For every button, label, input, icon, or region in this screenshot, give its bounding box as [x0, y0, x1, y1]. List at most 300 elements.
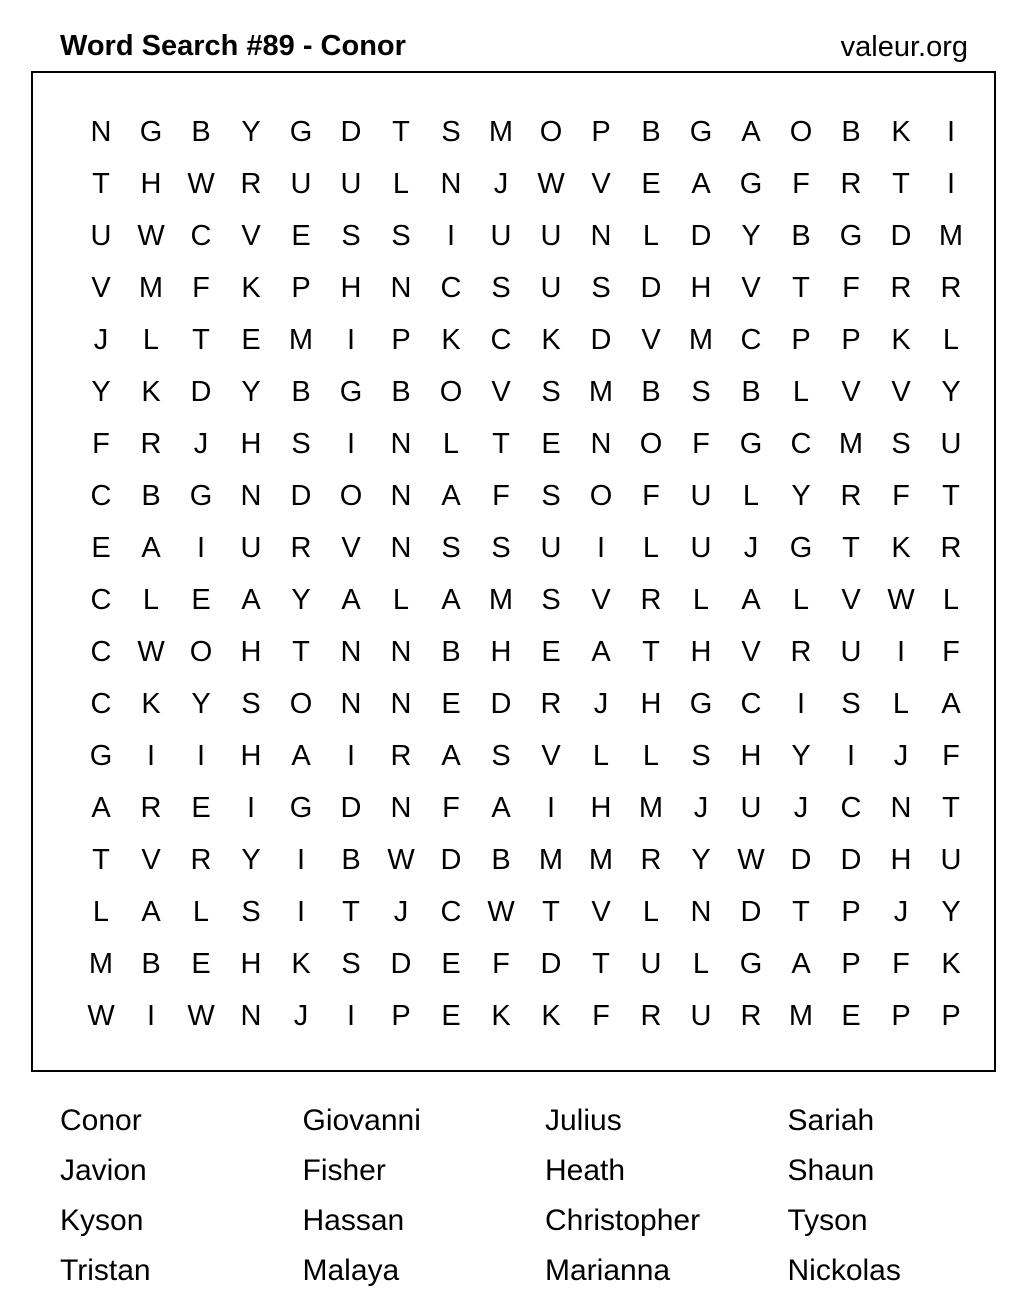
- grid-letter: K: [891, 324, 911, 356]
- grid-letter: T: [942, 480, 960, 512]
- grid-letter: Y: [241, 376, 261, 408]
- grid-letter: B: [191, 116, 211, 148]
- grid-letter: M: [788, 1000, 814, 1032]
- grid-letter: Y: [791, 740, 811, 772]
- grid-letter: B: [141, 948, 161, 980]
- grid-letter: B: [791, 220, 811, 252]
- grid-letter: U: [690, 1000, 712, 1032]
- grid-letter: N: [890, 792, 912, 824]
- word-list-item: Fisher: [302, 1154, 386, 1187]
- grid-letter: F: [892, 480, 910, 512]
- grid-letter: L: [942, 584, 960, 616]
- grid-letter: S: [591, 272, 611, 304]
- grid-letter: H: [490, 636, 512, 668]
- grid-letter: L: [592, 740, 610, 772]
- grid-letter: P: [591, 116, 611, 148]
- grid-letter: F: [442, 792, 460, 824]
- grid-letter: V: [541, 740, 561, 772]
- grid-letter: V: [641, 324, 661, 356]
- grid-letter: E: [541, 428, 561, 460]
- grid-letter: I: [796, 688, 806, 720]
- grid-letter: O: [539, 116, 563, 148]
- grid-letter: V: [591, 584, 611, 616]
- grid-letter: P: [391, 324, 411, 356]
- grid-letter: K: [941, 948, 961, 980]
- grid-letter: F: [942, 636, 960, 668]
- grid-letter: J: [893, 896, 909, 928]
- grid-letter: V: [91, 272, 111, 304]
- grid-letter: J: [193, 428, 209, 460]
- grid-letter: L: [692, 584, 710, 616]
- grid-letter: S: [291, 428, 311, 460]
- puzzle-board: [31, 71, 996, 1072]
- grid-letter: F: [892, 948, 910, 980]
- grid-letter: T: [892, 168, 910, 200]
- grid-letter: R: [640, 1000, 662, 1032]
- grid-letter: I: [346, 428, 356, 460]
- grid-letter: A: [691, 168, 711, 200]
- grid-letter: J: [693, 792, 709, 824]
- grid-letter: R: [190, 844, 212, 876]
- grid-letter: R: [940, 272, 962, 304]
- grid-letter: F: [192, 272, 210, 304]
- grid-letter: E: [441, 1000, 461, 1032]
- grid-letter: G: [739, 428, 763, 460]
- grid-letter: C: [440, 272, 462, 304]
- grid-letter: W: [887, 584, 915, 616]
- grid-letter: I: [846, 740, 856, 772]
- grid-letter: O: [639, 428, 663, 460]
- grid-letter: T: [192, 324, 210, 356]
- grid-letter: T: [392, 116, 410, 148]
- grid-letter: S: [441, 532, 461, 564]
- grid-letter: R: [940, 532, 962, 564]
- grid-letter: G: [689, 688, 713, 720]
- grid-letter: A: [491, 792, 511, 824]
- grid-letter: I: [196, 532, 206, 564]
- grid-letter: G: [289, 792, 313, 824]
- grid-letter: U: [240, 532, 262, 564]
- word-list-item: Sariah: [787, 1104, 875, 1137]
- grid-letter: S: [491, 272, 511, 304]
- grid-letter: L: [442, 428, 460, 460]
- grid-letter: G: [689, 116, 713, 148]
- grid-letter: M: [588, 844, 614, 876]
- grid-letter: D: [690, 220, 712, 252]
- grid-letter: A: [941, 688, 961, 720]
- grid-letter: K: [541, 1000, 561, 1032]
- grid-letter: F: [692, 428, 710, 460]
- grid-letter: S: [541, 480, 561, 512]
- grid-letter: A: [441, 584, 461, 616]
- grid-letter: N: [390, 792, 412, 824]
- grid-letter: O: [589, 480, 613, 512]
- grid-letter: N: [390, 428, 412, 460]
- grid-letter: M: [938, 220, 964, 252]
- word-list-item: Tyson: [787, 1204, 868, 1237]
- grid-letter: B: [291, 376, 311, 408]
- grid-letter: S: [441, 116, 461, 148]
- grid-letter: V: [341, 532, 361, 564]
- grid-letter: N: [240, 480, 262, 512]
- grid-letter: T: [592, 948, 610, 980]
- grid-letter: H: [640, 688, 662, 720]
- grid-letter: O: [789, 116, 813, 148]
- grid-letter: B: [841, 116, 861, 148]
- grid-letter: G: [789, 532, 813, 564]
- grid-letter: H: [140, 168, 162, 200]
- grid-letter: A: [741, 584, 761, 616]
- grid-letter: D: [590, 324, 612, 356]
- grid-letter: U: [940, 428, 962, 460]
- grid-letter: K: [141, 376, 161, 408]
- grid-letter: M: [488, 116, 514, 148]
- grid-letter: L: [642, 740, 660, 772]
- grid-letter: R: [140, 428, 162, 460]
- grid-letter: S: [241, 896, 261, 928]
- grid-letter: N: [90, 116, 112, 148]
- grid-letter: B: [441, 636, 461, 668]
- grid-letter: L: [192, 896, 210, 928]
- grid-letter: K: [491, 1000, 511, 1032]
- grid-letter: S: [691, 376, 711, 408]
- grid-letter: F: [642, 480, 660, 512]
- grid-letter: R: [390, 740, 412, 772]
- grid-letter: P: [841, 948, 861, 980]
- grid-letter: R: [740, 1000, 762, 1032]
- grid-letter: C: [790, 428, 812, 460]
- grid-letter: H: [240, 636, 262, 668]
- word-list-item: Giovanni: [302, 1104, 421, 1137]
- grid-letter: T: [492, 428, 510, 460]
- grid-letter: E: [441, 948, 461, 980]
- grid-letter: E: [191, 948, 211, 980]
- grid-letter: I: [896, 636, 906, 668]
- grid-letter: N: [390, 532, 412, 564]
- grid-letter: L: [642, 220, 660, 252]
- grid-letter: P: [891, 1000, 911, 1032]
- word-list-item: Kyson: [60, 1204, 144, 1237]
- grid-letter: H: [890, 844, 912, 876]
- grid-letter: W: [137, 220, 165, 252]
- grid-letter: F: [942, 740, 960, 772]
- grid-letter: Y: [941, 896, 961, 928]
- grid-letter: I: [296, 844, 306, 876]
- grid-letter: C: [740, 688, 762, 720]
- grid-letter: I: [346, 740, 356, 772]
- grid-letter: V: [741, 272, 761, 304]
- grid-letter: S: [541, 584, 561, 616]
- grid-letter: E: [441, 688, 461, 720]
- grid-letter: A: [341, 584, 361, 616]
- grid-letter: V: [841, 376, 861, 408]
- grid-letter: I: [446, 220, 456, 252]
- grid-letter: R: [640, 844, 662, 876]
- grid-letter: T: [792, 272, 810, 304]
- grid-letter: I: [346, 1000, 356, 1032]
- grid-letter: Y: [241, 844, 261, 876]
- grid-letter: N: [340, 688, 362, 720]
- letter-grid: [76, 104, 976, 1040]
- grid-letter: T: [942, 792, 960, 824]
- grid-letter: O: [289, 688, 313, 720]
- grid-letter: V: [891, 376, 911, 408]
- grid-letter: A: [791, 948, 811, 980]
- grid-letter: M: [138, 272, 164, 304]
- word-list-item: Nickolas: [787, 1254, 901, 1287]
- grid-letter: D: [390, 948, 412, 980]
- grid-letter: U: [840, 636, 862, 668]
- grid-letter: B: [641, 376, 661, 408]
- grid-letter: K: [891, 116, 911, 148]
- grid-letter: V: [141, 844, 161, 876]
- grid-letter: C: [90, 480, 112, 512]
- grid-letter: B: [141, 480, 161, 512]
- grid-letter: S: [841, 688, 861, 720]
- word-list-item: Javion: [60, 1154, 147, 1187]
- grid-letter: U: [640, 948, 662, 980]
- word-list-item: Heath: [545, 1154, 626, 1187]
- grid-letter: K: [241, 272, 261, 304]
- grid-letter: P: [291, 272, 311, 304]
- grid-letter: D: [740, 896, 762, 928]
- grid-letter: W: [487, 896, 515, 928]
- grid-letter: B: [341, 844, 361, 876]
- grid-letter: R: [840, 480, 862, 512]
- grid-letter: P: [841, 324, 861, 356]
- grid-letter: M: [488, 584, 514, 616]
- grid-letter: A: [441, 480, 461, 512]
- grid-letter: F: [592, 1000, 610, 1032]
- grid-letter: G: [739, 948, 763, 980]
- grid-letter: L: [92, 896, 110, 928]
- grid-letter: A: [441, 740, 461, 772]
- grid-letter: C: [190, 220, 212, 252]
- grid-letter: I: [296, 896, 306, 928]
- grid-letter: J: [293, 1000, 309, 1032]
- grid-letter: D: [490, 688, 512, 720]
- grid-letter: R: [790, 636, 812, 668]
- grid-letter: H: [690, 636, 712, 668]
- grid-letter: N: [390, 636, 412, 668]
- grid-letter: L: [742, 480, 760, 512]
- grid-letter: J: [893, 740, 909, 772]
- grid-letter: G: [189, 480, 213, 512]
- grid-letter: V: [591, 168, 611, 200]
- grid-letter: I: [546, 792, 556, 824]
- grid-letter: L: [792, 376, 810, 408]
- grid-letter: R: [540, 688, 562, 720]
- grid-letter: I: [946, 116, 956, 148]
- grid-letter: D: [840, 844, 862, 876]
- grid-letter: E: [91, 532, 111, 564]
- grid-letter: A: [141, 896, 161, 928]
- grid-letter: R: [290, 532, 312, 564]
- grid-letter: D: [340, 116, 362, 148]
- grid-letter: L: [792, 584, 810, 616]
- grid-letter: E: [291, 220, 311, 252]
- grid-letter: L: [692, 948, 710, 980]
- grid-letter: Y: [941, 376, 961, 408]
- word-list-item: Shaun: [787, 1154, 875, 1187]
- grid-letter: Y: [241, 116, 261, 148]
- grid-letter: B: [491, 844, 511, 876]
- grid-letter: T: [92, 844, 110, 876]
- grid-letter: E: [841, 1000, 861, 1032]
- grid-letter: E: [641, 168, 661, 200]
- grid-letter: Y: [691, 844, 711, 876]
- grid-letter: H: [240, 948, 262, 980]
- word-list-item: Conor: [60, 1104, 142, 1137]
- grid-letter: A: [241, 584, 261, 616]
- grid-letter: L: [392, 584, 410, 616]
- grid-letter: S: [891, 428, 911, 460]
- grid-letter: N: [240, 1000, 262, 1032]
- word-list-item: Julius: [545, 1104, 622, 1137]
- grid-letter: F: [842, 272, 860, 304]
- grid-letter: U: [540, 532, 562, 564]
- grid-letter: I: [146, 1000, 156, 1032]
- grid-letter: U: [740, 792, 762, 824]
- grid-letter: L: [642, 896, 660, 928]
- grid-letter: T: [342, 896, 360, 928]
- grid-letter: V: [841, 584, 861, 616]
- grid-letter: M: [588, 376, 614, 408]
- grid-letter: W: [187, 168, 215, 200]
- grid-letter: S: [241, 688, 261, 720]
- word-list-item: Marianna: [545, 1254, 671, 1287]
- grid-letter: G: [839, 220, 863, 252]
- grid-letter: U: [340, 168, 362, 200]
- grid-letter: V: [591, 896, 611, 928]
- grid-letter: I: [246, 792, 256, 824]
- grid-letter: U: [540, 220, 562, 252]
- grid-letter: E: [191, 792, 211, 824]
- grid-letter: K: [441, 324, 461, 356]
- grid-letter: H: [590, 792, 612, 824]
- grid-letter: P: [791, 324, 811, 356]
- grid-letter: M: [88, 948, 114, 980]
- grid-letter: R: [140, 792, 162, 824]
- grid-letter: N: [390, 272, 412, 304]
- grid-letter: C: [840, 792, 862, 824]
- grid-letter: N: [590, 220, 612, 252]
- grid-letter: U: [690, 532, 712, 564]
- grid-letter: J: [493, 168, 509, 200]
- word-list-item: Malaya: [302, 1254, 400, 1287]
- grid-letter: N: [340, 636, 362, 668]
- grid-letter: U: [290, 168, 312, 200]
- grid-letter: I: [196, 740, 206, 772]
- grid-letter: N: [590, 428, 612, 460]
- grid-letter: D: [790, 844, 812, 876]
- grid-letter: L: [642, 532, 660, 564]
- page-title: Word Search #89 - Conor: [60, 30, 406, 62]
- grid-letter: C: [490, 324, 512, 356]
- grid-letter: O: [339, 480, 363, 512]
- grid-letter: E: [541, 636, 561, 668]
- grid-letter: O: [189, 636, 213, 668]
- grid-letter: E: [241, 324, 261, 356]
- grid-letter: A: [291, 740, 311, 772]
- grid-letter: G: [139, 116, 163, 148]
- grid-letter: I: [596, 532, 606, 564]
- grid-letter: T: [292, 636, 310, 668]
- grid-letter: T: [92, 168, 110, 200]
- grid-letter: U: [490, 220, 512, 252]
- grid-letter: D: [890, 220, 912, 252]
- grid-letter: C: [90, 584, 112, 616]
- grid-letter: N: [690, 896, 712, 928]
- grid-letter: A: [591, 636, 611, 668]
- grid-letter: U: [540, 272, 562, 304]
- grid-letter: L: [892, 688, 910, 720]
- grid-letter: K: [541, 324, 561, 356]
- grid-letter: T: [792, 896, 810, 928]
- grid-letter: S: [391, 220, 411, 252]
- grid-letter: Y: [741, 220, 761, 252]
- grid-letter: P: [841, 896, 861, 928]
- grid-letter: H: [240, 428, 262, 460]
- grid-letter: M: [288, 324, 314, 356]
- grid-letter: N: [390, 688, 412, 720]
- grid-letter: E: [191, 584, 211, 616]
- grid-letter: M: [688, 324, 714, 356]
- grid-letter: S: [541, 376, 561, 408]
- grid-letter: W: [387, 844, 415, 876]
- grid-letter: D: [340, 792, 362, 824]
- grid-letter: R: [640, 584, 662, 616]
- grid-letter: S: [341, 948, 361, 980]
- grid-letter: I: [146, 740, 156, 772]
- grid-letter: G: [339, 376, 363, 408]
- word-list-item: Christopher: [545, 1204, 701, 1237]
- grid-letter: N: [390, 480, 412, 512]
- grid-letter: P: [391, 1000, 411, 1032]
- word-list: [60, 1096, 1030, 1296]
- grid-letter: R: [840, 168, 862, 200]
- grid-letter: Y: [91, 376, 111, 408]
- grid-letter: C: [440, 896, 462, 928]
- word-list-item: Hassan: [302, 1204, 405, 1237]
- grid-letter: M: [838, 428, 864, 460]
- grid-letter: Y: [791, 480, 811, 512]
- grid-letter: C: [90, 688, 112, 720]
- grid-letter: F: [792, 168, 810, 200]
- grid-letter: F: [492, 948, 510, 980]
- grid-letter: L: [142, 584, 160, 616]
- grid-letter: B: [741, 376, 761, 408]
- grid-letter: W: [537, 168, 565, 200]
- grid-letter: V: [491, 376, 511, 408]
- grid-letter: V: [741, 636, 761, 668]
- grid-letter: P: [941, 1000, 961, 1032]
- grid-letter: I: [346, 324, 356, 356]
- grid-letter: A: [141, 532, 161, 564]
- grid-letter: W: [137, 636, 165, 668]
- grid-letter: V: [241, 220, 261, 252]
- grid-letter: J: [793, 792, 809, 824]
- grid-letter: K: [141, 688, 161, 720]
- grid-letter: A: [91, 792, 111, 824]
- grid-letter: S: [491, 740, 511, 772]
- grid-letter: H: [690, 272, 712, 304]
- grid-letter: B: [391, 376, 411, 408]
- grid-letter: U: [940, 844, 962, 876]
- grid-letter: J: [93, 324, 109, 356]
- grid-letter: S: [341, 220, 361, 252]
- grid-letter: M: [638, 792, 664, 824]
